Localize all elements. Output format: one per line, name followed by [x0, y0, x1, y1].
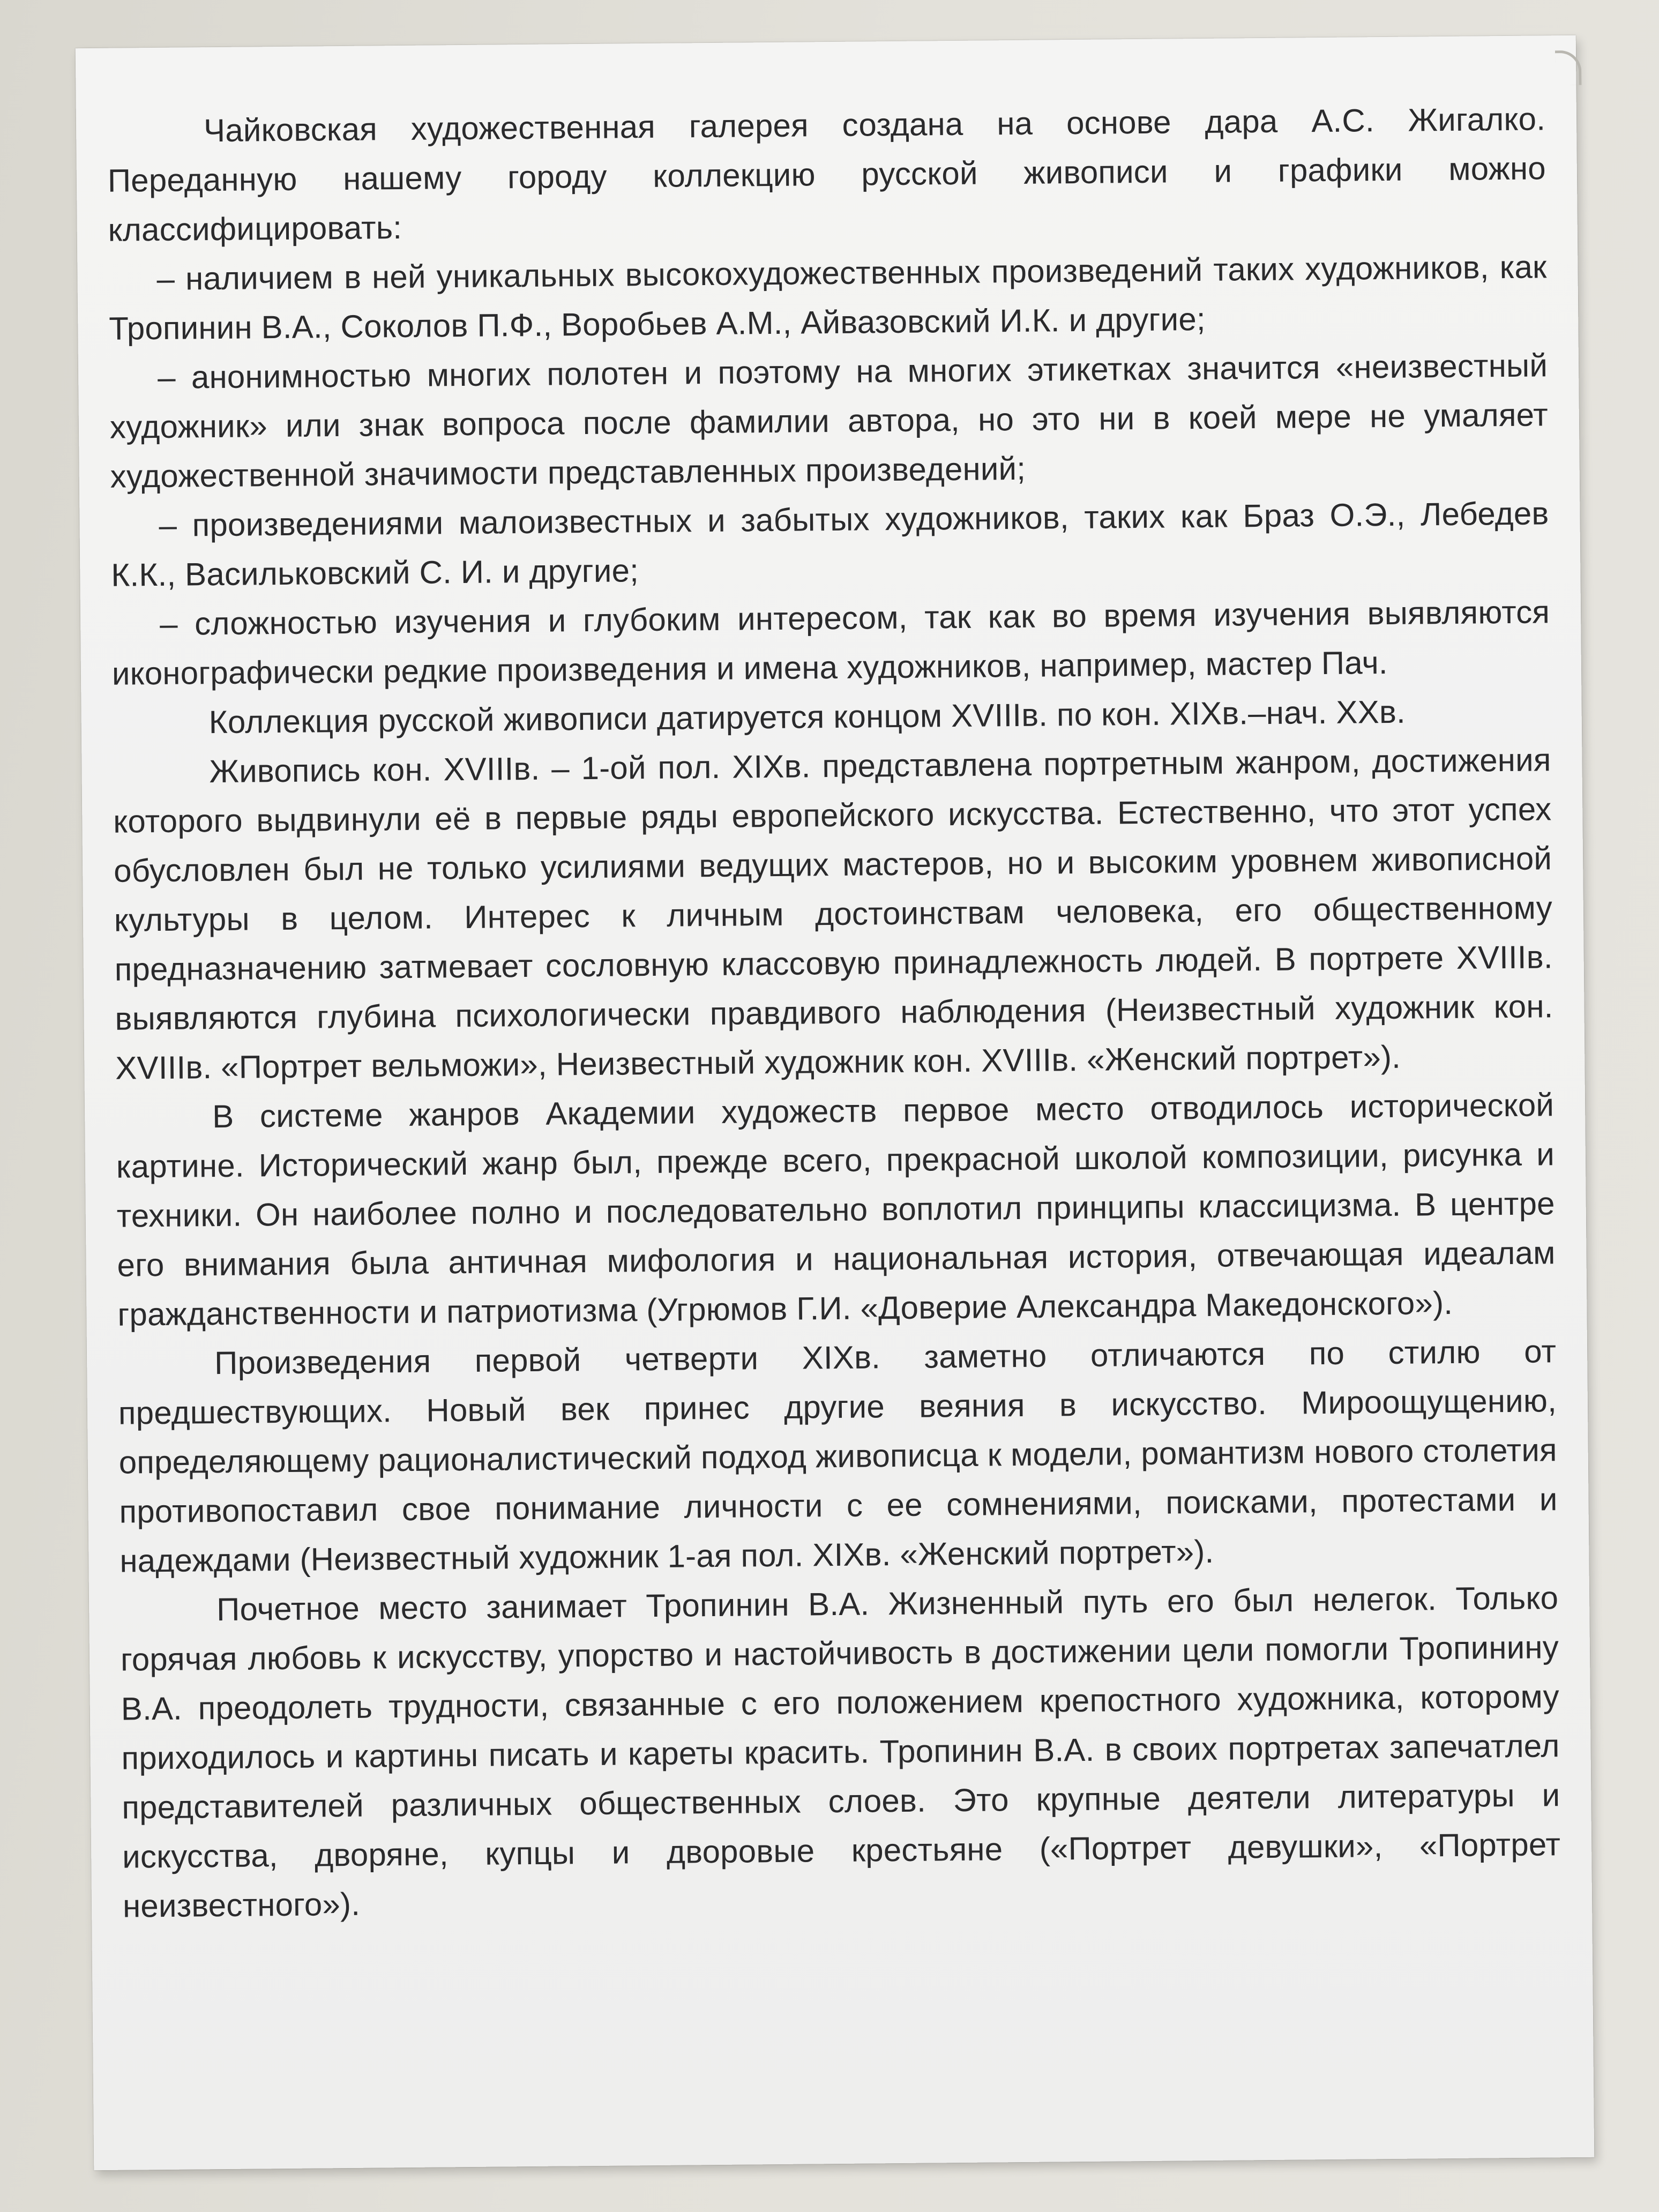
paper-sheet — [76, 35, 1594, 2170]
document-text — [107, 94, 1561, 1931]
bullet-unique-works: – наличием в ней уникальных высокохудожественных произведений таких художников, как Тропинин В.А., Соколов П.Ф., Воробьев А.М., Айвазовский И.К. и другие; — [109, 249, 1547, 347]
paragraph-collection-dates: Коллекция русской живописи датируется концом XVIIIв. по кон. XIXв.–нач. XXв. — [208, 693, 1406, 741]
paragraph-tropinin: Почетное место занимает Тропинин В.А. Жизненный путь его был нелегок. Только горячая любовь к искусству, упорство и настойчивость в достижении цели помогли Тропинину В.А. преодолеть трудности, связанные с его положением крепостного художника, которому приходилось и картины писать и кареты красить. Тропинин В.А. в своих портретах запечатлел представителей различных общественных слоев. Это крупные деятели литературы и искусства, дворяне, купцы и дворовые крестьяне («Портрет девушки», «Портрет неизвестного»). — [120, 1580, 1561, 1924]
paragraph-intro: Чайковская художественная галерея создана на основе дара А.С. Жигалко. Переданную нашему городу коллекцию русской живописи и графики можно классифицировать: — [107, 101, 1546, 248]
paragraph-portrait-genre: Живопись кон. XVIIIв. – 1-ой пол. XIXв. представлена портретным жанром, достижения которого выдвинули её в первые ряды европейского искусства. Естественно, что этот успех обусловлен был не только усилиями ведущих мастеров, но и высоким уровнем живописной культуры в целом. Интерес к личным достоинствам человека, его общественному предназначению затмевает сословную классовую принадлежность людей. В портрете XVIIIв. выявляются глубина психологически правдивого наблюдения (Неизвестный художник кон. XVIIIв. «Портрет вельможи», Неизвестный художник кон. XVIIIв. «Женский портрет»). — [113, 742, 1553, 1086]
bullet-study-complexity: – сложностью изучения и глубоким интересом, так как во время изучения выявляются иконографически редкие произведения и имена художников, например, мастер Пач. — [111, 594, 1550, 692]
paragraph-early-19th-century: Произведения первой четверти XIXв. заметно отличаются по стилю от предшествующих. Новый век принес другие веяния в искусство. Мироощущению, определяющему рационалистический подход живописца к модели, романтизм нового столетия противопоставил свое понимание личности с ее сомнениями, поисками, протестами и надеждами (Неизвестный художник 1-ая пол. XIXв. «Женский портрет»). — [118, 1333, 1558, 1579]
bullet-little-known-artists: – произведениями малоизвестных и забытых художников, таких как Браз О.Э., Лебедев К.К., Васильковский С. И. и другие; — [111, 495, 1549, 593]
bullet-anonymous-works: – анонимностью многих полотен и поэтому на многих этикетках значится «неизвестный художник» или знак вопроса после фамилии автора, но это ни в коей мере не умаляет художественной значимости представленных произведений; — [109, 347, 1549, 495]
paragraph-historical-genre: В системе жанров Академии художеств первое место отводилось исторической картине. Исторический жанр был, прежде всего, прекрасной школой композиции, рисунка и техники. Он наиболее полно и последовательно воплотил принципы классицизма. В центре его внимания была античная мифология и национальная история, отвечающая идеалам гражданственности и патриотизма (Угрюмов Г.И. «Доверие Александра Македонского»). — [116, 1087, 1556, 1333]
